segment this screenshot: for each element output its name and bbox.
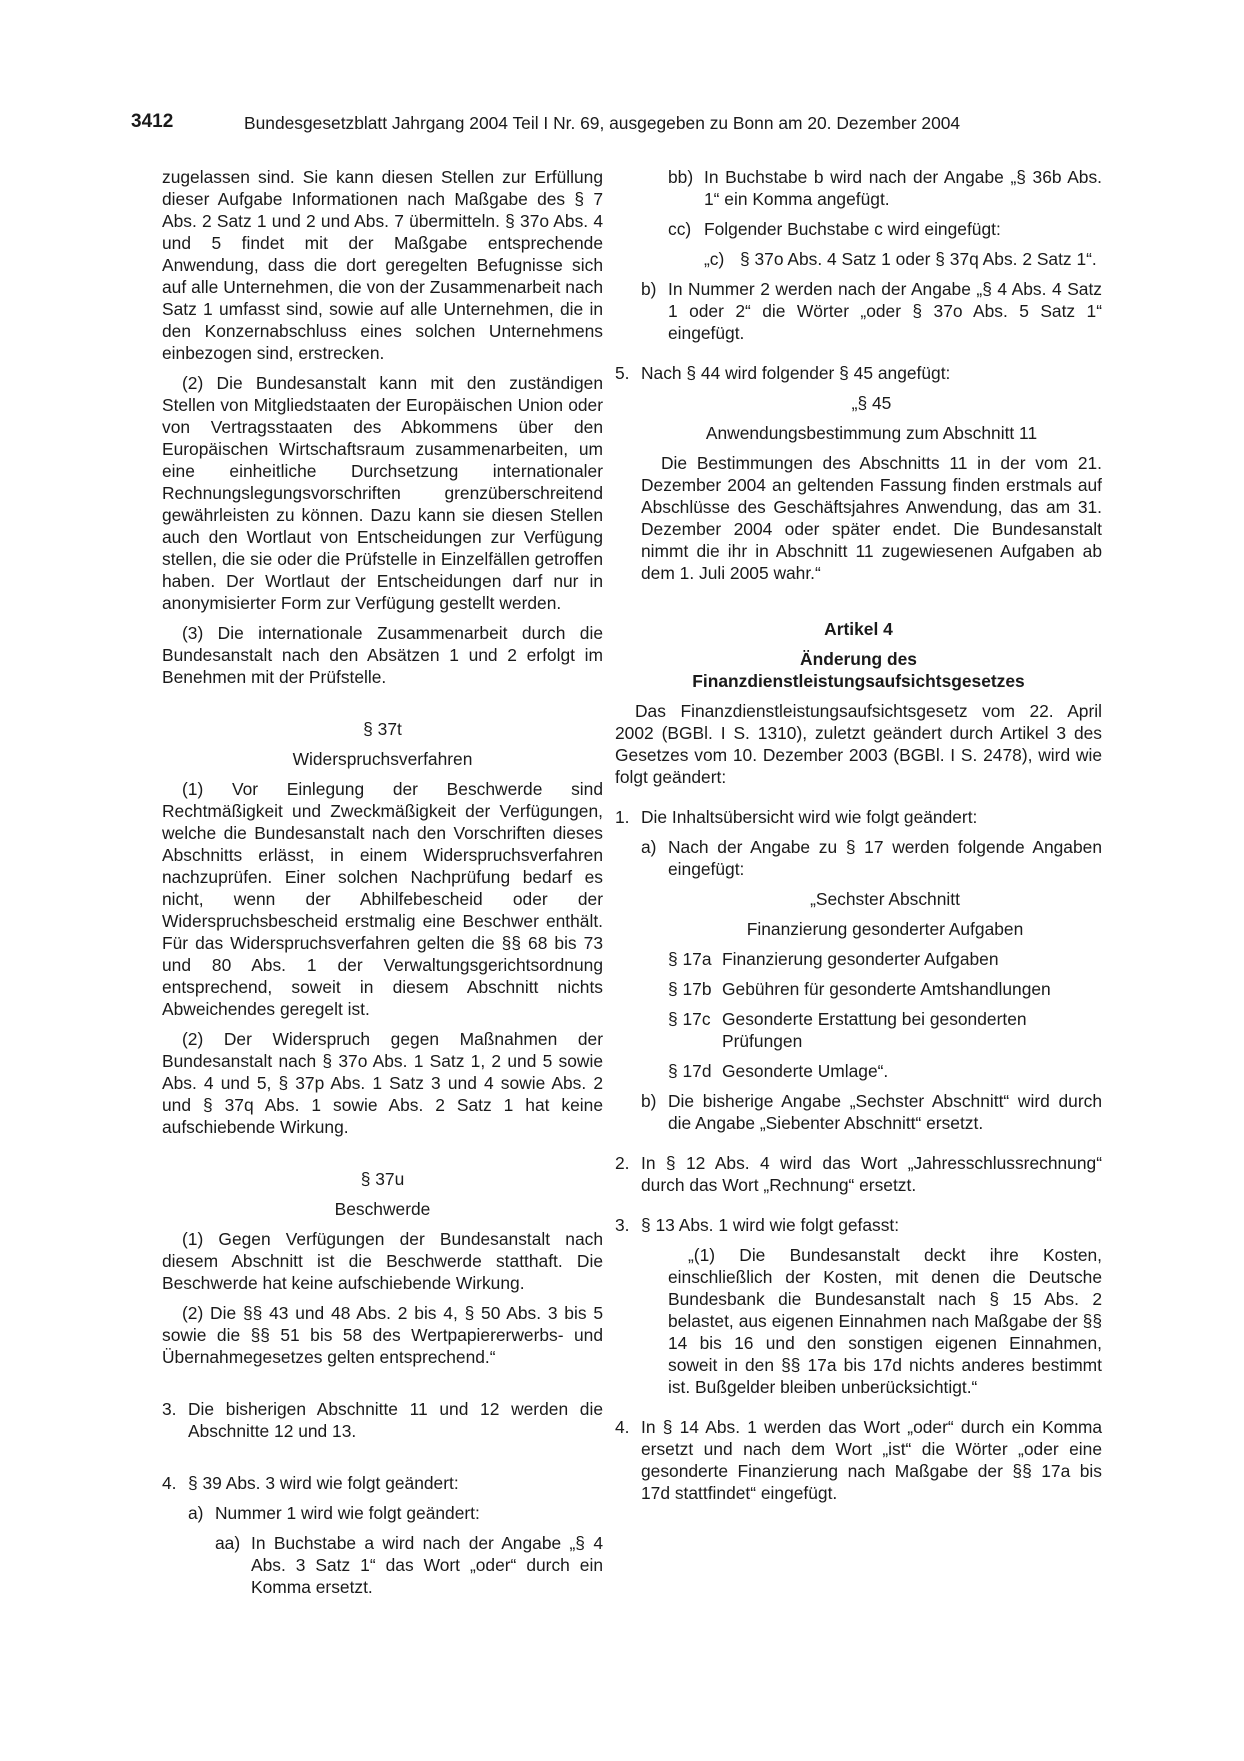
list-item-label: 4. — [615, 1417, 630, 1437]
section-45-heading: „§ 45 — [851, 393, 892, 413]
paragraph-2: (2) Die Bundesanstalt kann mit den zuständigen Stellen von Mitgliedstaaten der Europäischen Union oder von Vertragsstaaten des Abkommens über den Europäischen Wirtschaftsraum zusammenarbeiten, um eine einheitliche Durchsetzung internationaler Rechnungslegungsvorschriften grenzüberschreitend gewährleisten zu können. Dazu kann sie diesen Stellen auch den Wortlaut von Entscheidungen zur Verfügung stellen, die sie oder die Prüfstelle in Einzelfällen getroffen haben. Der Wortlaut der Entscheidungen darf nur in anonymisierter Form zur Verfügung gestellt werden. — [162, 373, 603, 613]
list-item-label: 3. — [615, 1215, 630, 1235]
toc-entry — [615, 1060, 1102, 1082]
list-item-cc-quote — [615, 248, 1102, 270]
section-37t-title: Widerspruchsverfahren — [292, 749, 473, 769]
article-4-item-3-quote: „(1) Die Bundesanstalt deckt ihre Kosten, einschließlich der Kosten, mit denen die Deutsche Bundesbank die Bundesanstalt nach § 15 Abs. 2 belastet, aus eigenen Einnahmen nach Maßgabe der §§ 14 bis 16 und den sonstigen eigenen Einnahmen, soweit in den §§ 17a bis 17d nichts anderes bestimmt ist. Bußgelder bleiben unberücksichtigt.“ — [668, 1245, 1102, 1397]
toc-entry — [615, 978, 1102, 1000]
list-item-label: bb) — [668, 167, 694, 187]
article-4-item-1 — [615, 806, 1102, 828]
list-item-5 — [615, 362, 1102, 384]
toc-entry-number: § 17d — [668, 1061, 712, 1081]
list-item-text: Folgender Buchstabe c wird eingefügt: — [704, 219, 1001, 239]
list-item-text: Nach der Angabe zu § 17 werden folgende Angaben eingefügt: — [668, 837, 1102, 879]
toc-entry-text: Finanzierung gesonderter Aufgaben — [722, 949, 999, 969]
list-item-4a — [162, 1502, 603, 1524]
list-item-text: Die bisherige Angabe „Sechster Abschnitt“ wird durch die Angabe „Siebenter Abschnitt“ ersetzt. — [668, 1091, 1102, 1133]
toc-entry-number: § 17c — [668, 1009, 711, 1029]
list-item-text: In § 12 Abs. 4 wird das Wort „Jahresschlussrechnung“ durch das Wort „Rechnung“ ersetzt. — [641, 1153, 1102, 1195]
list-item-label: 2. — [615, 1153, 630, 1173]
list-item-label: a) — [641, 837, 657, 857]
section-45-text: Die Bestimmungen des Abschnitts 11 in der vom 21. Dezember 2004 an geltenden Fassung finden erstmals auf Abschlüsse des Geschäftsjahres Anwendung, das am 31. Dezember 2004 oder später endet. Die Bundesanstalt nimmt die ihr in Abschnitt 11 zugewiesenen Aufgaben ab dem 1. Juli 2005 wahr.“ — [641, 453, 1102, 583]
list-item-text: Nummer 1 wird wie folgt geändert: — [215, 1503, 480, 1523]
list-item-4aa — [162, 1532, 603, 1598]
list-item-text: § 39 Abs. 3 wird wie folgt geändert: — [188, 1473, 459, 1493]
running-title: Bundesgesetzblatt Jahrgang 2004 Teil I Nr. 69, ausgegeben zu Bonn am 20. Dezember 2004 — [244, 113, 961, 133]
toc-entry-text: Gebühren für gesonderte Amtshandlungen — [722, 979, 1051, 999]
list-item-3 — [162, 1398, 603, 1442]
section-37t-paragraph-2: (2) Der Widerspruch gegen Maßnahmen der Bundesanstalt nach § 37o Abs. 1 Satz 1, 2 und 5 sowie Abs. 4 und 5, § 37p Abs. 1 Satz 3 und 4 sowie Abs. 2 und § 37q Abs. 1 sowie Abs. 2 Satz 1 hat keine aufschiebende Wirkung. — [162, 1029, 603, 1137]
toc-entry-number: § 17a — [668, 949, 712, 969]
article-4-title-line-1: Änderung des — [800, 649, 917, 669]
page-header — [0, 111, 1244, 135]
paragraph-3: (3) Die internationale Zusammenarbeit durch die Bundesanstalt nach den Absätzen 1 und 2 erfolgt im Benehmen mit der Prüfstelle. — [162, 623, 603, 687]
article-4-heading: Artikel 4 — [824, 619, 893, 639]
list-item-bb — [615, 166, 1102, 210]
list-item-label: b) — [641, 1091, 657, 1111]
list-item-label: 4. — [162, 1473, 177, 1493]
list-item-label: 5. — [615, 363, 630, 383]
list-item-text: Die bisherigen Abschnitte 11 und 12 werden die Abschnitte 12 und 13. — [188, 1399, 603, 1441]
list-item-text: Nach § 44 wird folgender § 45 angefügt: — [641, 363, 951, 383]
section-37u-title: Beschwerde — [334, 1199, 431, 1219]
article-4-item-4 — [615, 1416, 1102, 1504]
article-4-title-line-2: Finanzdienstleistungsaufsichtsgesetzes — [692, 671, 1025, 691]
right-column-body — [615, 166, 1102, 1504]
inserted-section-heading: „Sechster Abschnitt — [810, 889, 960, 909]
section-37u-paragraph-2: (2) Die §§ 43 und 48 Abs. 2 bis 4, § 50 Abs. 3 bis 5 sowie die §§ 51 bis 58 des Wertpapiererwerbs- und Übernahmegesetzes gelten entsprechend.“ — [162, 1303, 603, 1367]
list-item-text: Die Inhaltsübersicht wird wie folgt geändert: — [641, 807, 978, 827]
toc-entry-text: Gesonderte Erstattung bei gesonderten Prüfungen — [722, 1009, 1027, 1051]
article-4-item-3 — [615, 1214, 1102, 1236]
section-45-title: Anwendungsbestimmung zum Abschnitt 11 — [705, 423, 1038, 443]
list-item-label: b) — [641, 279, 657, 299]
toc-entry-text: Gesonderte Umlage“. — [722, 1061, 889, 1081]
article-4-item-3-quote-block — [615, 1244, 1102, 1398]
section-37t-paragraph-1: (1) Vor Einlegung der Beschwerde sind Rechtmäßigkeit und Zweckmäßigkeit der Verfügungen, welche die Bundesanstalt nach den Vorschriften dieses Abschnitts erlässt, in einem Widerspruchsverfahren nachzuprüfen. Einer solchen Nachprüfung bedarf es nicht, wenn der Abhilfebescheid oder der Widerspruchsbescheid erstmalig eine Beschwer enthält. Für das Widerspruchsverfahren gelten die §§ 68 bis 73 und 80 Abs. 1 der Verwaltungsgerichtsordnung entsprechend, soweit in diesem Abschnitt nichts Abweichendes geregelt ist. — [162, 779, 603, 1019]
list-item-label: 3. — [162, 1399, 177, 1419]
article-4-item-1a — [615, 836, 1102, 880]
toc-entry — [615, 1008, 1102, 1052]
section-37t-heading: § 37t — [363, 719, 402, 739]
list-item-label: „c) — [704, 249, 725, 269]
list-item-text: § 13 Abs. 1 wird wie folgt gefasst: — [641, 1215, 900, 1235]
left-column — [162, 166, 603, 1598]
paragraph-continued: zugelassen sind. Sie kann diesen Stellen zur Erfüllung dieser Aufgabe Informationen nach Maßgabe des § 7 Abs. 2 Satz 1 und 2 und Abs. 7 übermitteln. § 37o Abs. 4 und 5 findet mit der Maßgabe entsprechende Anwendung, dass die dort geregelten Befugnisse sich auf alle Unternehmen, die von der Zusammenarbeit nach Satz 1 umfasst sind, sowie auf alle Unternehmen, die in den Konzernabschluss eines solchen Unternehmens einbezogen sind, erstrecken. — [162, 167, 603, 363]
article-4-item-1b — [615, 1090, 1102, 1134]
list-item-label: 1. — [615, 807, 630, 827]
toc-entry — [615, 948, 1102, 970]
list-item-label: a) — [188, 1503, 204, 1523]
list-item-text: In Nummer 2 werden nach der Angabe „§ 4 Abs. 4 Satz 1 oder 2“ die Wörter „oder § 37o Abs. 5 Satz 1“ eingefügt. — [668, 279, 1102, 343]
list-item-label: cc) — [668, 219, 692, 239]
inserted-section-block — [615, 888, 1102, 940]
list-item-text: In Buchstabe b wird nach der Angabe „§ 36b Abs. 1“ ein Komma angefügt. — [704, 167, 1102, 209]
list-item-label: aa) — [215, 1533, 241, 1553]
inserted-section-title: Finanzierung gesonderter Aufgaben — [746, 919, 1024, 939]
list-item-cc — [615, 218, 1102, 240]
article-4-item-2 — [615, 1152, 1102, 1196]
list-item-b — [615, 278, 1102, 344]
section-37u-heading: § 37u — [360, 1169, 405, 1189]
section-45-block — [615, 392, 1102, 584]
section-37u-paragraph-1: (1) Gegen Verfügungen der Bundesanstalt nach diesem Abschnitt ist die Beschwerde statthaft. Die Beschwerde hat keine aufschiebende Wirkung. — [162, 1229, 603, 1293]
list-item-text: In Buchstabe a wird nach der Angabe „§ 4 Abs. 3 Satz 1“ das Wort „oder“ durch ein Komma ersetzt. — [251, 1533, 603, 1597]
list-item-text: § 37o Abs. 4 Satz 1 oder § 37q Abs. 2 Satz 1“. — [740, 249, 1097, 269]
article-4-intro: Das Finanzdienstleistungsaufsichtsgesetz vom 22. April 2002 (BGBl. I S. 1310), zuletzt geändert durch Artikel 3 des Gesetzes vom 10. Dezember 2003 (BGBl. I S. 2478), wird wie folgt geändert: — [615, 701, 1102, 787]
toc-entry-number: § 17b — [668, 979, 712, 999]
page-number: 3412 — [131, 111, 174, 132]
list-item-4 — [162, 1472, 603, 1494]
list-item-text: In § 14 Abs. 1 werden das Wort „oder“ durch ein Komma ersetzt und nach dem Wort „ist“ die Wörter „oder eine gesonderte Finanzierung nach Maßgabe der §§ 17a bis 17d stattfindet“ eingefügt. — [641, 1417, 1102, 1503]
